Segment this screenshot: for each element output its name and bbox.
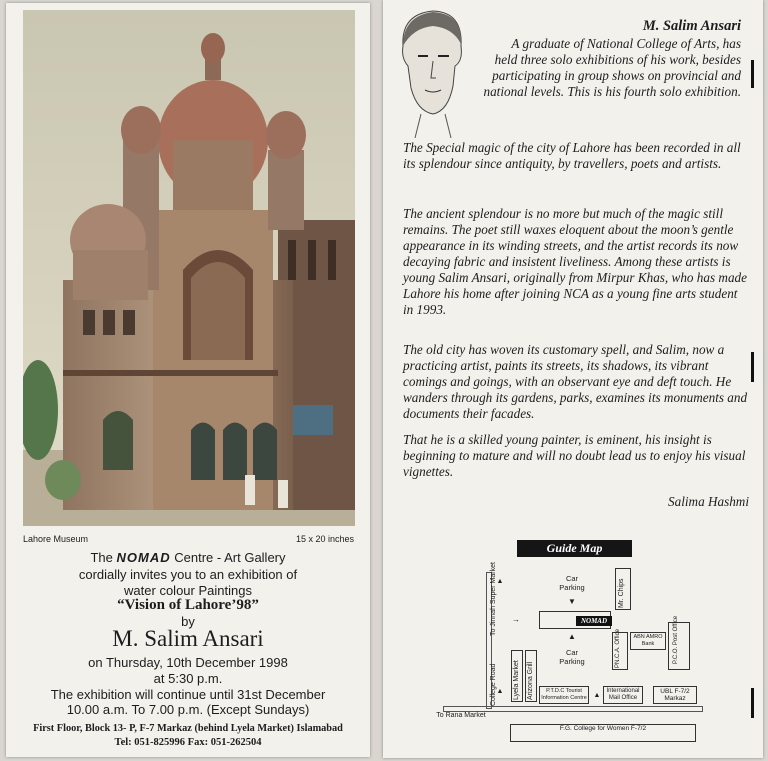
arrow-icon: ▲: [568, 632, 576, 641]
pco-label: P.C.O. Post Office: [673, 615, 679, 664]
binder-mark: [751, 688, 754, 718]
gallery-phones: Tel: 051-825996 Fax: 051-262504: [114, 737, 262, 748]
fg-college-label: F.G. College for Women F-7/2: [559, 725, 647, 732]
lahore-museum-painting: [23, 10, 355, 526]
binder-mark: [751, 60, 754, 88]
abn-amro-label: ABN AMRO Bank: [633, 634, 663, 647]
arrow-icon: ▲: [593, 692, 601, 699]
essay-paragraph-4: That he is a skilled young painter, is eminent, his insight is beginning to mature and will no doubt lead us to enjoy his visual vignettes.: [403, 432, 746, 479]
bio-line-4: national levels. This is his fourth solo exhibition.: [483, 84, 741, 99]
artist-name: M. Salim Ansari: [112, 626, 264, 651]
invitation-panel: [6, 3, 370, 757]
exhibition-hours: 10.00 a.m. To 7.00 p.m. (Except Sundays): [66, 702, 310, 717]
nomad-label: NOMAD: [576, 616, 612, 626]
nomad-brand: NOMAD: [116, 550, 171, 565]
arrow-icon: →: [512, 615, 520, 624]
gallery-address: First Floor, Block 13- P, F-7 Markaz (behind Lyela Market) Islamabad: [33, 723, 343, 734]
college-road-label: College Road: [490, 663, 497, 706]
artist-portrait-sketch: [393, 6, 473, 138]
to-rana-label: To Rana Market: [436, 712, 486, 719]
arrow-icon: ▼: [568, 597, 576, 606]
mr-chips-label: Mr. Chips: [618, 578, 625, 608]
exhibition-time: at 5:30 p.m.: [153, 671, 223, 686]
guide-map-title: Guide Map: [517, 540, 632, 557]
invite-line-1-pre: The: [90, 550, 113, 565]
essay-paragraph-3: The old city has woven its customary spell, and Salim, now a practicing artist, paints its streets, its shadows, its vibrant comings and goings, with an observant eye and deft touch. He wanders through its gardens, parks, examines its monuments and documents their facades.: [403, 342, 748, 421]
ubl-label: UBL F-7/2 Markaz: [660, 688, 690, 702]
arrow-icon: ▲: [496, 688, 504, 695]
essay-paragraph-1: The Special magic of the city of Lahore has been recorded in all its splendour since antiquity, by travellers, poets and artists.: [403, 140, 741, 171]
bio-name: M. Salim Ansari: [642, 18, 741, 34]
arizona-grill-label: Arizona Grill: [527, 661, 534, 700]
lyela-market-label: Lyela Market: [513, 660, 520, 700]
by-label: by: [181, 614, 195, 629]
intl-mail-label: International Mail Office: [606, 688, 640, 701]
car-parking-top: Car Parking: [559, 574, 585, 592]
museum-caption: Lahore Museum: [23, 534, 89, 544]
pco-block: [668, 622, 690, 670]
invite-line-2: cordially invites you to an exhibition of: [78, 567, 298, 582]
to-jinnah-label: To Jinnah Super Market: [490, 562, 497, 636]
invite-line-3: water colour Paintings: [124, 583, 252, 598]
car-parking-bottom: Car Parking: [559, 648, 585, 666]
exhibition-date: on Thursday, 10th December 1998: [88, 655, 288, 670]
exhibition-continue: The exhibition will continue until 31st December: [50, 687, 326, 702]
pnca-label: PN.C.A. Office: [615, 629, 621, 668]
bio-line-1: A graduate of National College of Arts, has: [511, 36, 741, 51]
ptdc-label: P.T.D.C Tourist Information Centre: [541, 688, 587, 701]
size-caption: 15 x 20 inches: [296, 534, 355, 544]
binder-mark: [751, 352, 754, 382]
exhibition-title: “Vision of Lahore’98”: [117, 597, 259, 613]
bio-line-2: held three solo exhibitions of his work, besides: [494, 52, 741, 67]
guide-map: [383, 536, 763, 758]
invite-line-1: [6, 550, 370, 565]
essay-signature: Salima Hashmi: [668, 494, 749, 509]
essay-paragraph-2: The ancient splendour is no more but much of the magic still remains. The poet still waxes eloquent about the moon’s gentle appearance in its winding streets, and the artist records its now decaying fabric and insistent liveliness. Among these artists is young Salim Ansari, originally from Mirpur Khas, who has made Lahore his home after joining NCA as a young fine arts student in 1993.: [403, 206, 747, 317]
invite-line-1-post: Centre - Art Gallery: [174, 550, 286, 565]
bio-line-3: participating in group shows on provincial and: [492, 68, 741, 83]
essay-panel: [383, 0, 763, 758]
arrow-icon: ▲: [496, 578, 504, 585]
